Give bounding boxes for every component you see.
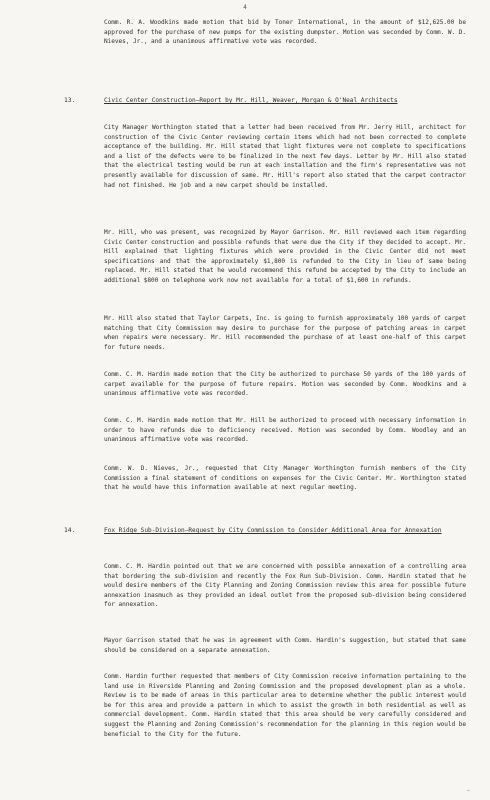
paragraph-architect-letter: City Manager Worthington stated that a letter had been received from Mr. Jerry Hill, architect for construction of the Civic Center reviewing certain items which had not been corrected to complete acceptance of the building. Mr. Hill stated that light fixtures were not complete to specifications and a list of the defects were to be finalized in the next few days. Letter by Mr. Hill also stated that the electrical testing would be run at each installation and the firm's representative was not presently available for discussion of same. Mr. Hill's report also stated that the carpet contractor had not finished. He job and a new carpet should be installed. bbox=[104, 124, 466, 189]
paragraph-refund-motion: Comm. C. M. Hardin made motion that Mr. Hill be authorized to proceed with necessary information in order to have refunds due to deficiency received. Motion was seconded by Comm. Woodley and an unanimous affirmative vote was recorded. bbox=[104, 417, 466, 444]
paragraph-bid-approval: Comm. R. A. Woodkins made motion that bid by Toner International, in the amount of $12,625.00 be approved for the purchase of new pumps for the existing dumpster. Motion was seconded by Comm. W. D. Nieves, Jr., and a unanimous affirmative vote was recorded. bbox=[104, 19, 466, 46]
item-number-14: 14. bbox=[64, 527, 76, 534]
item-title-14: Fox Ridge Sub-Division–Request by City Commission to Consider Additional Area for Annexation bbox=[104, 527, 442, 534]
paragraph-mayor-agreement: Mayor Garrison stated that he was in agreement with Comm. Hardin's suggestion, but stated that same should be considered on a separate annexation. bbox=[104, 637, 466, 654]
item-number-13: 13. bbox=[64, 97, 76, 104]
page-number: 4 bbox=[243, 4, 247, 11]
paragraph-annexation-proposal: Comm. C. M. Hardin pointed out that we are concerned with possible annexation of a controlling area that bordering the sub-division and recently the Fox Run Sub-Division. Comm. Hardin stated that he would desire members of the City Planning and Zoning Commission review this area for possible future annexation inasmuch as they provided an ideal outlet from the proposed sub-division being considered for annexation. bbox=[104, 563, 466, 609]
paragraph-expense-request: Comm. W. D. Nieves, Jr., requested that City Manager Worthington furnish members of the City Commission a final statement of conditions on expenses for the Civic Center. Mr. Worthington stated that he would have this information available at next regular meeting. bbox=[104, 465, 466, 492]
paragraph-hill-review: Mr. Hill, who was present, was recognized by Mayor Garrison. Mr. Hill reviewed each item regarding Civic Center construction and possible refunds that were due the City if they decided to accept. Mr. Hill explained that lighting fixtures which were provided in the Civic Center did not meet specifications and that the approximately $1,800 is refunded to the City in lieu of same being replaced. Mr. Hill stated that he would recommend this refund be accepted by the City to include an additional $800 on telephone work now not available for a total of $1,600 in refunds. bbox=[104, 229, 466, 284]
paragraph-planning-request: Comm. Hardin further requested that members of City Commission receive information pertaining to the land use in Riverside Planning and Zoning Commission and the proposed development plan as a whole. Review is to be made of areas in this particular area to determine whether the public interest would be for this area and provide a pattern in which to assist the growth in both residential as well as commercial development. Comm. Hardin stated that this area should be very carefully considered and suggest the Planning and Zoning Commission's recommendation for the planning in this region would be beneficial to the City for the future. bbox=[104, 673, 466, 738]
paragraph-carpet-motion: Comm. C. M. Hardin made motion that the City be authorized to purchase 50 yards of the 100 yards of carpet available for the purpose of future repairs. Motion was seconded by Comm. Woodkins and a unanimous affirmative vote was recorded. bbox=[104, 371, 466, 398]
item-title-13: Civic Center Construction–Report by Mr. Hill, Weaver, Morgan & O'Neal Architects bbox=[104, 97, 398, 104]
paragraph-carpet-supply: Mr. Hill also stated that Taylor Carpets, Inc. is going to furnish approximately 100 yards of carpet matching that City Commission may desire to purchase for the purpose of patching areas in carpet when repairs were necessary. Mr. Hill recommended the purchase of at least one-half of this carpet for future needs. bbox=[104, 315, 466, 351]
margin-mark: — bbox=[466, 788, 470, 794]
